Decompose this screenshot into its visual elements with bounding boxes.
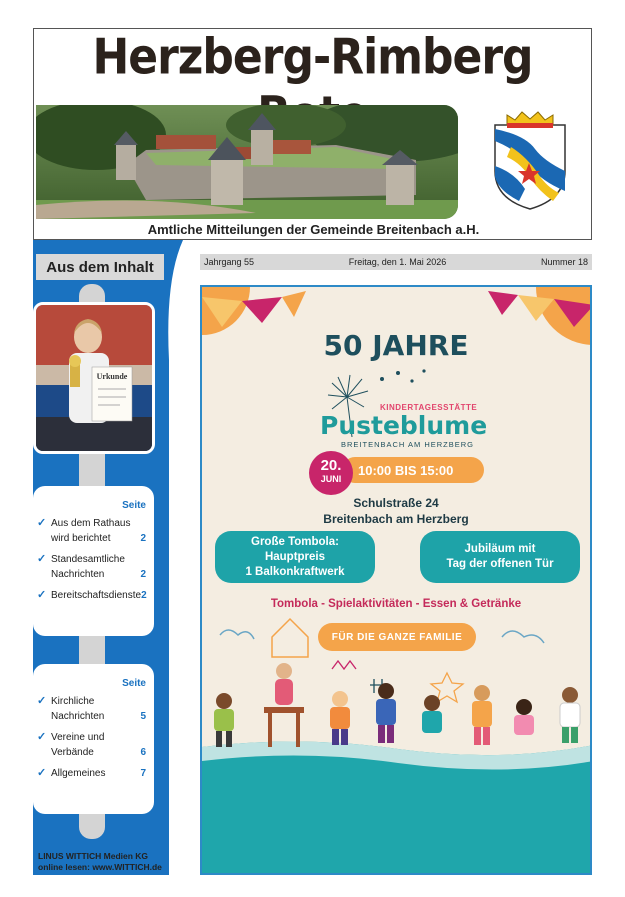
- event-town: Breitenbach am Herzberg: [323, 512, 469, 526]
- event-date-badge: [309, 451, 353, 495]
- contents-entry[interactable]: [37, 516, 146, 546]
- castle-photo: [36, 105, 458, 219]
- contents-entry-page: 2: [140, 533, 146, 544]
- contents-entry[interactable]: [37, 588, 146, 603]
- contents-entry-label: Standesamtliche Nachrichten: [51, 554, 125, 580]
- anniversary-poster: [200, 285, 592, 875]
- family-pill: FÜR DIE GANZE FAMILIE: [318, 623, 476, 651]
- event-address: [202, 495, 590, 527]
- coat-of-arms: [489, 111, 571, 211]
- masthead: [33, 28, 592, 240]
- event-street: Schulstraße 24: [353, 496, 439, 510]
- tombola-pill: [215, 531, 375, 583]
- issue-info-bar: [200, 254, 592, 270]
- tombola-line: Große Tombola:: [251, 535, 339, 548]
- contents-entry-label: Allgemeines: [51, 768, 106, 779]
- tombola-line: 1 Balkonkraftwerk: [245, 565, 345, 578]
- certificate-label: Urkunde: [96, 372, 128, 381]
- newspaper-title: Herzberg-Rimberg: [92, 28, 533, 86]
- contents-entry-page: 2: [140, 569, 146, 580]
- kita-logo-name: Pusteblume: [320, 411, 488, 440]
- publisher-info: [33, 848, 169, 876]
- open-day-line: Tag der offenen Tür: [446, 558, 554, 570]
- publisher-name: LINUS WITTICH Medien KG: [38, 851, 149, 861]
- contents-entry-label: Kirchliche Nachrichten: [51, 696, 105, 722]
- checkmark-icon: ✓: [37, 731, 47, 743]
- child-with-trophy-photo: [33, 302, 155, 454]
- checkmark-icon: ✓: [37, 695, 47, 707]
- contents-entry-page: 2: [141, 590, 147, 601]
- event-day: 20.: [320, 457, 342, 474]
- page-column-header: Seite: [122, 678, 146, 689]
- contents-entry-page: 5: [140, 711, 146, 722]
- contents-entry[interactable]: [37, 730, 146, 760]
- contents-box-1: [33, 486, 154, 636]
- contents-entry-label: Aus dem Rathaus wird berichtet: [51, 518, 131, 544]
- issue-date: Freitag, den 1. Mai 2026: [348, 257, 447, 267]
- open-day-pill: [420, 531, 580, 583]
- contents-entry[interactable]: [37, 552, 146, 582]
- children-illustration: [214, 663, 580, 747]
- contents-entry-label: Bereitschaftsdienste: [51, 590, 142, 601]
- open-day-line: Jubiläum mit: [464, 543, 536, 555]
- kita-logo-town: BREITENBACH AM HERZBERG: [341, 440, 475, 449]
- issue-number: Nummer 18: [540, 257, 588, 267]
- page-column-header: Seite: [122, 500, 146, 511]
- checkmark-icon: ✓: [37, 589, 47, 601]
- contents-heading: Aus dem Inhalt: [36, 254, 164, 280]
- contents-entry-page: 6: [140, 747, 146, 758]
- contents-entry[interactable]: [37, 694, 146, 724]
- contents-entry-page: 7: [140, 768, 146, 779]
- checkmark-icon: ✓: [37, 767, 47, 779]
- publisher-website[interactable]: online lesen: www.WITTICH.de: [38, 862, 162, 872]
- newspaper-subtitle: Amtliche Mitteilungen der Gemeinde Breitenbach a.H.: [147, 222, 480, 237]
- kita-logo-subline: KINDERTAGESSTÄTTE: [380, 403, 478, 412]
- contents-box-2: [33, 664, 154, 814]
- event-time-pill: 10:00 BIS 15:00: [342, 457, 484, 483]
- checkmark-icon: ✓: [37, 517, 47, 529]
- contents-sidebar: [33, 240, 169, 875]
- tombola-line: Hauptpreis: [264, 550, 326, 563]
- checkmark-icon: ✓: [37, 553, 47, 565]
- contents-entry-label: Vereine und Verbände: [51, 732, 105, 758]
- event-month: JUNI: [320, 474, 342, 484]
- contents-entry[interactable]: [37, 766, 146, 781]
- issue-volume: Jahrgang 55: [204, 257, 255, 267]
- activities-line: Tombola - Spielaktivitäten - Essen & Getränke: [270, 598, 522, 610]
- poster-heading: 50 JAHRE: [323, 329, 469, 362]
